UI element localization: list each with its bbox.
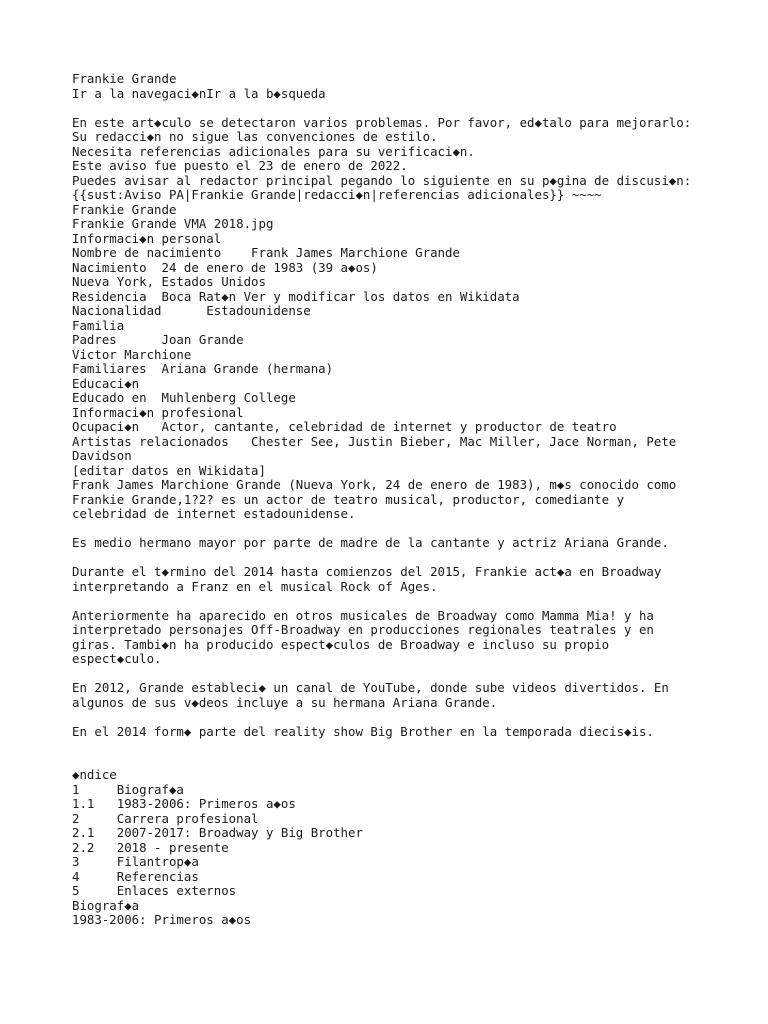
blank-line [72,667,712,682]
toc-item[interactable]: 3 Filantrop◆a [72,854,199,869]
notice-line: Su redacci◆n no sigue las convenciones de estilo. [72,129,438,144]
infobox-image-caption[interactable]: Frankie Grande VMA 2018.jpg [72,216,274,231]
infobox-section-personal: Informaci◆n personal [72,230,222,246]
infobox-parent-2: Victor Marchione [72,346,192,362]
infobox-residence: Residencia Boca Rat◆n Ver y modificar los datos en Wikidata [72,288,520,304]
notice-line: Este aviso fue puesto el 23 de enero de 2022. [72,158,408,173]
paragraph-line: Durante el t◆rmino del 2014 hasta comienzos del 2015, Frankie act◆a en Broadway [72,564,662,579]
paragraph-line: Es medio hermano mayor por parte de madre de la cantante y actriz Ariana Grande. [72,535,669,550]
paragraph-line: interpretado personajes Off-Broadway en producciones regionales teatrales y en [72,622,654,637]
table-of-contents [72,768,712,899]
infobox [72,203,712,479]
paragraph-line: giras. Tambi◆n ha producido espect◆culos de Broadway e incluso su propio [72,636,610,652]
paragraph-line: interpretando a Franz en el musical Rock of Ages. [72,578,438,594]
infobox-name: Frankie Grande [72,201,177,217]
toc-item[interactable]: 1.1 1983-2006: Primeros a◆os [72,796,296,811]
toc-item[interactable]: 2 Carrera profesional [72,810,259,826]
toc-heading: ◆ndice [72,767,117,782]
notice-line: Puedes avisar al redactor principal pegando lo siguiente en su p◆gina de discusi◆n: [72,172,692,188]
infobox-educated: Educado en Muhlenberg College [72,390,296,405]
infobox-section-education: Educaci◆n [72,375,140,391]
intro-line: Frankie Grande,1?2? es un actor de teatro musical, productor, comediante y [72,491,625,507]
page-title: Frankie Grande [72,71,177,86]
infobox-birth-name: Nombre de nacimiento Frank James Marchione Grande [72,245,460,260]
infobox-section-professional: Informaci◆n profesional [72,404,244,420]
edit-wikidata-link[interactable]: [editar datos en Wikidata] [72,462,266,478]
subsection-heading: 1983-2006: Primeros a◆os [72,912,252,927]
infobox-relatives: Familiares Ariana Grande (hermana) [72,361,334,376]
paragraph-line: Anteriormente ha aparecido en otros musicales de Broadway como Mamma Mia! y ha [72,607,654,623]
blank-line [72,754,712,769]
maintenance-notice [72,116,712,203]
notice-line: Necesita referencias adicionales para su verificaci◆n. [72,143,475,159]
blank-line [72,710,712,725]
blank-line [72,594,712,609]
paragraph-line: En el 2014 form◆ parte del reality show Big Brother en la temporada diecis◆is. [72,723,654,739]
document-page [72,72,712,928]
paragraph-line: algunos de sus v◆deos incluye a su hermana Ariana Grande. [72,694,498,710]
toc-item[interactable]: 4 Referencias [72,868,199,884]
notice-line: En este art◆culo se detectaron varios problemas. Por favor, ed◆talo para mejorarlo: [72,114,692,130]
infobox-nationality: Nacionalidad Estadounidense [72,303,311,318]
infobox-section-family: Familia [72,317,125,333]
notice-template-code: {{sust:Aviso PA|Frankie Grande|redacci◆n|referencias adicionales}} ~~~~ [72,187,602,202]
blank-line [72,739,712,754]
infobox-related-artists: Artistas relacionados Chester See, Justin Bieber, Mac Miller, Jace Norman, Pete [72,433,677,449]
paragraph-line: espect◆culo. [72,651,162,666]
infobox-birthplace: Nueva York, Estados Unidos [72,274,266,289]
section-heading: Biograf◆a [72,897,140,913]
skip-links[interactable]: Ir a la navegaci◆nIr a la b◆squeda [72,85,326,101]
toc-item[interactable]: 1 Biograf◆a [72,781,184,797]
infobox-parents: Padres Joan Grande [72,332,244,347]
infobox-occupation: Ocupaci◆n Actor, cantante, celebridad de internet y productor de teatro [72,419,617,434]
blank-line [72,522,712,537]
intro-line: Frank James Marchione Grande (Nueva York, 24 de enero de 1983), m◆s conocido como [72,477,677,492]
infobox-related-artists-cont: Davidson [72,448,132,463]
toc-item[interactable]: 2.2 2018 - presente [72,839,229,855]
infobox-birth: Nacimiento 24 de enero de 1983 (39 a◆os) [72,259,378,275]
toc-item[interactable]: 2.1 2007-2017: Broadway y Big Brother [72,825,363,840]
blank-line [72,551,712,566]
blank-line [72,101,712,116]
paragraph-line: En 2012, Grande estableci◆ un canal de YouTube, donde sube videos divertidos. En [72,680,669,695]
toc-item[interactable]: 5 Enlaces externos [72,883,237,898]
article-body [72,478,712,768]
intro-line: celebridad de internet estadounidense. [72,506,356,521]
